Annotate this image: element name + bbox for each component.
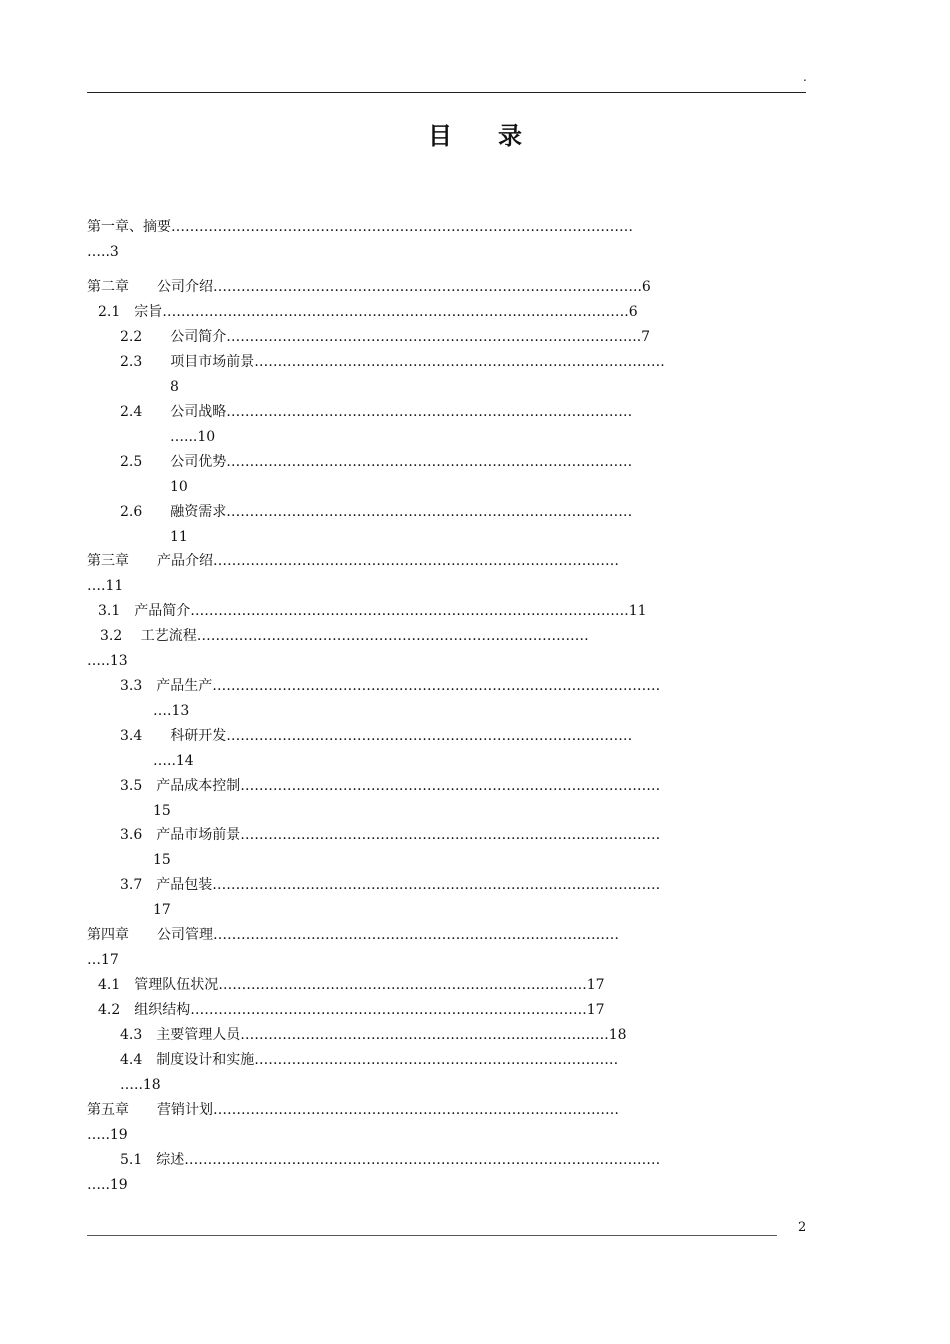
toc-entry-l2[interactable]: ….13: [153, 703, 190, 719]
toc-entry-l1[interactable]: 4.2 组织结构………………………………………………………………………….17: [98, 1002, 605, 1018]
toc-entry-l2[interactable]: …17: [87, 952, 119, 968]
toc-entry-l1[interactable]: 2.6 融资需求……………………………………………………………………………: [120, 504, 633, 520]
toc-entry-l1[interactable]: 第二章 公司介绍………………………………………………………………………………..6: [87, 279, 651, 295]
toc-entry-l1[interactable]: 2.1 宗旨……………………………………………………………………………………….6: [98, 304, 638, 320]
toc-entry-l1[interactable]: 第五章 营销计划……………………………………………………………………………: [87, 1102, 619, 1118]
toc-entry-l1[interactable]: 3.2 工艺流程…………………………………………………………………………: [100, 628, 589, 644]
page-number: 2: [798, 1220, 807, 1235]
title-left: 目: [428, 121, 452, 150]
toc-entry-l1[interactable]: 3.5 产品成本控制………………………………………………………………………………: [120, 778, 661, 794]
toc-entry-l1[interactable]: 2.5 公司优势……………………………………………………………………………: [120, 454, 633, 470]
toc-entry-l2[interactable]: 15: [153, 852, 171, 868]
header-mark: .: [803, 70, 807, 84]
toc-entry-l1[interactable]: 3.7 产品包装……………………………………………………………………………………: [120, 877, 661, 893]
toc-entry-l2[interactable]: ….11: [87, 578, 124, 594]
toc-entry-l1[interactable]: 2.2 公司简介……………………………………………………………………………..7: [120, 329, 651, 345]
toc-entry-l1[interactable]: 3.3 产品生产……………………………………………………………………………………: [120, 678, 661, 694]
toc-entry-l1[interactable]: 第四章 公司管理……………………………………………………………………………: [87, 927, 619, 943]
toc-entry-l1[interactable]: 3.1 产品简介………………………………………………………………………………….11: [98, 603, 647, 619]
toc-entry-l1[interactable]: 2.4 公司战略……………………………………………………………………………: [120, 404, 633, 420]
toc-entry-l2[interactable]: …...10: [170, 429, 216, 445]
toc-entry-l2[interactable]: 15: [153, 803, 171, 819]
footer-rule: [87, 1235, 777, 1236]
toc-entry-l1[interactable]: 4.1 管理队伍状况…………………………………………………………………….17: [98, 977, 605, 993]
toc-entry-l2[interactable]: …..19: [87, 1127, 128, 1143]
toc-entry-l2[interactable]: …..13: [87, 653, 128, 669]
toc-entry-l1[interactable]: 5.1 综述…………………………………………………………………………………………: [120, 1152, 661, 1168]
toc-entry-l1[interactable]: 4.4 制度设计和实施……………………………………………………………………: [120, 1052, 619, 1068]
toc-entry-l2[interactable]: 8: [170, 379, 179, 395]
toc-entry-l2[interactable]: 11: [170, 529, 188, 545]
toc-entry-l1[interactable]: 3.4 科研开发……………………………………………………………………………: [120, 728, 633, 744]
toc-entry-l2[interactable]: 17: [153, 902, 171, 918]
toc-entry-l2[interactable]: …..14: [153, 753, 194, 769]
title-right: 录: [498, 121, 522, 150]
toc-entry-l1[interactable]: 3.6 产品市场前景………………………………………………………………………………: [120, 827, 661, 843]
toc-entry-l2[interactable]: …..18: [120, 1077, 161, 1093]
toc-entry-l1[interactable]: 4.3 主要管理人员…………………………………………………………………….18: [120, 1027, 627, 1043]
toc-entry-l1[interactable]: 第三章 产品介绍……………………………………………………………………………: [87, 553, 619, 569]
toc-entry-l1[interactable]: 2.3 项目市场前景…………………………………………………………………………….: [120, 354, 665, 370]
toc-entry-l2[interactable]: …..3: [87, 244, 119, 260]
toc-entry-l1[interactable]: 第一章、摘要………………………………………………………………………………………: [87, 219, 633, 235]
toc-entry-l2[interactable]: …..19: [87, 1177, 128, 1193]
toc-entry-l2[interactable]: 10: [170, 479, 188, 495]
